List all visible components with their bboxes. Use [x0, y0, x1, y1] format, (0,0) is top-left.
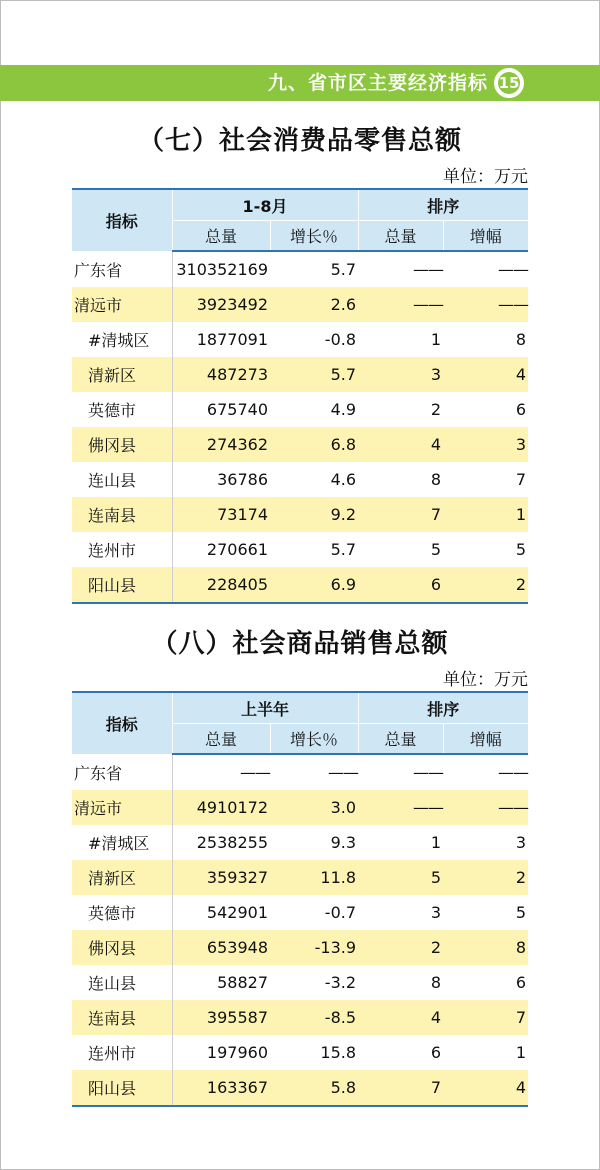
row-rank-total: —— [413, 260, 444, 279]
row-rank-total: 3 [358, 357, 443, 392]
rank-total-header: 总量 [358, 724, 443, 755]
row-total: 542901 [172, 895, 270, 930]
row-growth: 6.9 [270, 567, 358, 603]
row-growth: 3.0 [270, 790, 358, 825]
period-header: 1-8月 [172, 189, 358, 221]
row-total: 36786 [172, 462, 270, 497]
row-rank-growth: —— [443, 790, 528, 825]
row-rank-growth: 5 [515, 540, 527, 559]
row-growth: 5.7 [330, 540, 357, 559]
row-rank-total: 8 [430, 470, 442, 489]
header-bar [0, 65, 600, 101]
row-rank-total: 4 [358, 427, 443, 462]
row-total: 1877091 [172, 322, 270, 357]
row-rank-growth: 7 [515, 470, 527, 489]
table-row [72, 287, 528, 322]
row-rank-total: 2 [358, 930, 443, 965]
commodity-sales-table [72, 691, 528, 1107]
table-row [72, 825, 528, 860]
total-header: 总量 [172, 221, 270, 252]
growth-header: 增长％ [270, 724, 358, 755]
page-number: 15 [498, 74, 520, 92]
row-rank-total: —— [358, 790, 443, 825]
row-total: 58827 [172, 965, 270, 1000]
row-rank-growth: 1 [443, 497, 528, 532]
row-rank-growth: 7 [443, 1000, 528, 1035]
table-row [72, 497, 528, 532]
row-name: 连州市 [88, 1044, 137, 1063]
row-name: 英德市 [88, 904, 137, 923]
row-rank-growth: 6 [515, 400, 527, 419]
table-row [72, 251, 528, 287]
row-total: 4910172 [172, 790, 270, 825]
table-row [72, 322, 528, 357]
header-title: 九、省市区主要经济指标 [267, 72, 488, 94]
row-growth: 4.9 [330, 400, 357, 419]
row-name: #清城区 [88, 834, 150, 853]
table-row [72, 357, 528, 392]
period-header: 上半年 [172, 692, 358, 724]
row-growth: -0.7 [324, 903, 357, 922]
rank-growth-header: 增幅 [443, 724, 528, 755]
row-name: 连州市 [88, 541, 137, 560]
unit-label: 单位：万元 [443, 167, 528, 187]
table-row [72, 790, 528, 825]
row-name: 广东省 [74, 763, 123, 783]
row-growth: 5.8 [270, 1070, 358, 1106]
row-growth: 5.7 [330, 260, 357, 279]
row-name: 阳山县 [72, 567, 172, 603]
row-growth: 6.8 [270, 427, 358, 462]
row-rank-growth: —— [498, 763, 529, 782]
row-growth: 2.6 [270, 287, 358, 322]
row-total: 675740 [172, 392, 270, 427]
row-total: 3923492 [172, 287, 270, 322]
row-rank-total: 1 [430, 833, 442, 852]
row-total: 274362 [172, 427, 270, 462]
row-rank-total: 7 [358, 1070, 443, 1106]
row-rank-total: 8 [430, 973, 442, 992]
row-name: 连南县 [72, 1000, 172, 1035]
row-total: 228405 [172, 567, 270, 603]
row-rank-total: 5 [430, 540, 442, 559]
section-title: （八）社会商品销售总额 [151, 629, 449, 659]
table-row [72, 567, 528, 603]
table-row [72, 895, 528, 930]
row-name: 清新区 [72, 357, 172, 392]
row-name: 清新区 [72, 860, 172, 895]
row-total: 359327 [172, 860, 270, 895]
table-row [72, 965, 528, 1000]
row-total: 2538255 [172, 825, 270, 860]
row-rank-growth: 3 [443, 427, 528, 462]
rank-growth-header: 增幅 [443, 221, 528, 252]
table-row [72, 930, 528, 965]
row-growth: -0.8 [324, 330, 357, 349]
row-rank-growth: 2 [443, 567, 528, 603]
row-growth: -8.5 [270, 1000, 358, 1035]
row-total: 270661 [172, 532, 270, 567]
row-rank-growth: 8 [515, 330, 527, 349]
row-rank-total: 3 [430, 903, 442, 922]
row-total: 653948 [172, 930, 270, 965]
indicator-header: 指标 [72, 692, 172, 754]
row-rank-total: 1 [430, 330, 442, 349]
row-name: 连山县 [88, 471, 137, 490]
retail-sales-table [72, 188, 528, 604]
row-rank-growth: —— [498, 260, 529, 279]
row-rank-growth: 1 [515, 1043, 527, 1062]
table-row [72, 1000, 528, 1035]
rank-total-header: 总量 [358, 221, 443, 252]
row-total: 487273 [172, 357, 270, 392]
row-name: 英德市 [88, 401, 137, 420]
row-name: 阳山县 [72, 1070, 172, 1106]
row-total: 310352169 [172, 251, 270, 287]
row-total: 395587 [172, 1000, 270, 1035]
rank-header: 排序 [358, 189, 528, 221]
row-rank-growth: 2 [443, 860, 528, 895]
unit-label: 单位：万元 [443, 670, 528, 690]
table-row [72, 427, 528, 462]
table-row [72, 462, 528, 497]
row-total: 73174 [172, 497, 270, 532]
row-total: 163367 [172, 1070, 270, 1106]
row-rank-total: —— [413, 763, 444, 782]
row-rank-total: 5 [358, 860, 443, 895]
row-rank-total: 7 [358, 497, 443, 532]
row-growth: 9.2 [270, 497, 358, 532]
table-row [72, 860, 528, 895]
row-growth: 4.6 [330, 470, 357, 489]
row-growth: —— [328, 763, 359, 782]
total-header: 总量 [172, 724, 270, 755]
row-name: 广东省 [74, 260, 123, 280]
row-name: 佛冈县 [72, 427, 172, 462]
table-row [72, 392, 528, 427]
row-rank-growth: 8 [443, 930, 528, 965]
table-body [72, 754, 528, 1106]
section-title: （七）社会消费品零售总额 [137, 126, 462, 156]
table-row [72, 532, 528, 567]
row-rank-growth: —— [443, 287, 528, 322]
table-row [72, 754, 528, 790]
row-name: 清远市 [72, 790, 172, 825]
table-row [72, 1070, 528, 1106]
row-rank-growth: 3 [515, 833, 527, 852]
row-rank-total: 4 [358, 1000, 443, 1035]
row-name: 连南县 [72, 497, 172, 532]
row-name: 佛冈县 [72, 930, 172, 965]
row-rank-growth: 4 [443, 357, 528, 392]
page-number-badge [494, 68, 524, 98]
indicator-header: 指标 [72, 189, 172, 251]
row-total: —— [172, 754, 270, 790]
row-growth: 11.8 [270, 860, 358, 895]
row-total: 197960 [172, 1035, 270, 1070]
row-name: #清城区 [88, 331, 150, 350]
table-body [72, 251, 528, 603]
row-name: 清远市 [72, 287, 172, 322]
growth-header: 增长％ [270, 221, 358, 252]
row-growth: -13.9 [270, 930, 358, 965]
row-name: 连山县 [88, 974, 137, 993]
row-rank-growth: 5 [515, 903, 527, 922]
row-rank-growth: 6 [515, 973, 527, 992]
row-growth: 5.7 [270, 357, 358, 392]
row-rank-growth: 4 [443, 1070, 528, 1106]
row-growth: 15.8 [320, 1043, 357, 1062]
row-rank-total: 6 [358, 567, 443, 603]
row-growth: -3.2 [324, 973, 357, 992]
row-rank-total: 2 [430, 400, 442, 419]
row-rank-total: —— [358, 287, 443, 322]
row-rank-total: 6 [430, 1043, 442, 1062]
row-growth: 9.3 [330, 833, 357, 852]
table-row [72, 1035, 528, 1070]
rank-header: 排序 [358, 692, 528, 724]
